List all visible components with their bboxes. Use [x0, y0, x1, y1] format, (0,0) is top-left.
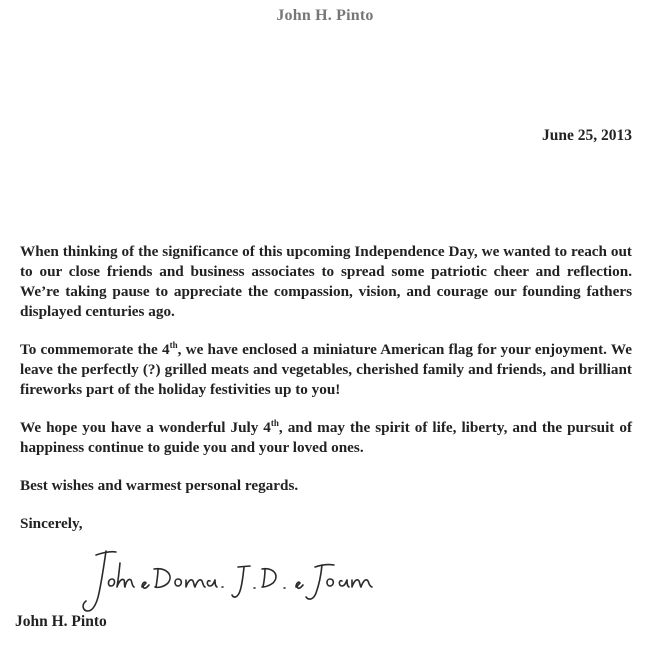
- paragraph-flag: [20, 340, 632, 400]
- paragraph-regards: Best wishes and warmest personal regards.: [20, 477, 299, 494]
- letterhead-name: John H. Pinto: [276, 7, 374, 24]
- letter-body: [20, 242, 632, 548]
- paragraph-flag-start: To commemorate the 4: [20, 341, 170, 358]
- closing-line: Sincerely,: [20, 515, 83, 532]
- letter-date: June 25, 2013: [542, 127, 632, 144]
- handwritten-signature: [82, 545, 382, 617]
- paragraph-flag-end: , we have enclosed a miniature American flag for your enjoyment. We leave the perfectly (?) grilled meats and vegetables, cherished family and friends, and brilliant fireworks part of the holiday festivities up to you!: [20, 341, 632, 398]
- ordinal-suffix: th: [169, 340, 178, 350]
- paragraph-wishes-end: , and may the spirit of life, liberty, and the pursuit of happiness continue to guide you and your loved ones.: [20, 419, 632, 456]
- paragraph-wishes: [20, 418, 632, 458]
- paragraph-wishes-start: We hope you have a wonderful July 4: [20, 419, 271, 436]
- sender-name: John H. Pinto: [15, 613, 107, 630]
- ordinal-suffix: th: [270, 418, 279, 428]
- paragraph-intro: When thinking of the significance of this upcoming Independence Day, we wanted to reach out to our close friends and business associates to spread some patriotic cheer and reflection. We’re taking pause to appreciate the compassion, vision, and courage our founding fathers displayed centuries ago.: [20, 243, 632, 320]
